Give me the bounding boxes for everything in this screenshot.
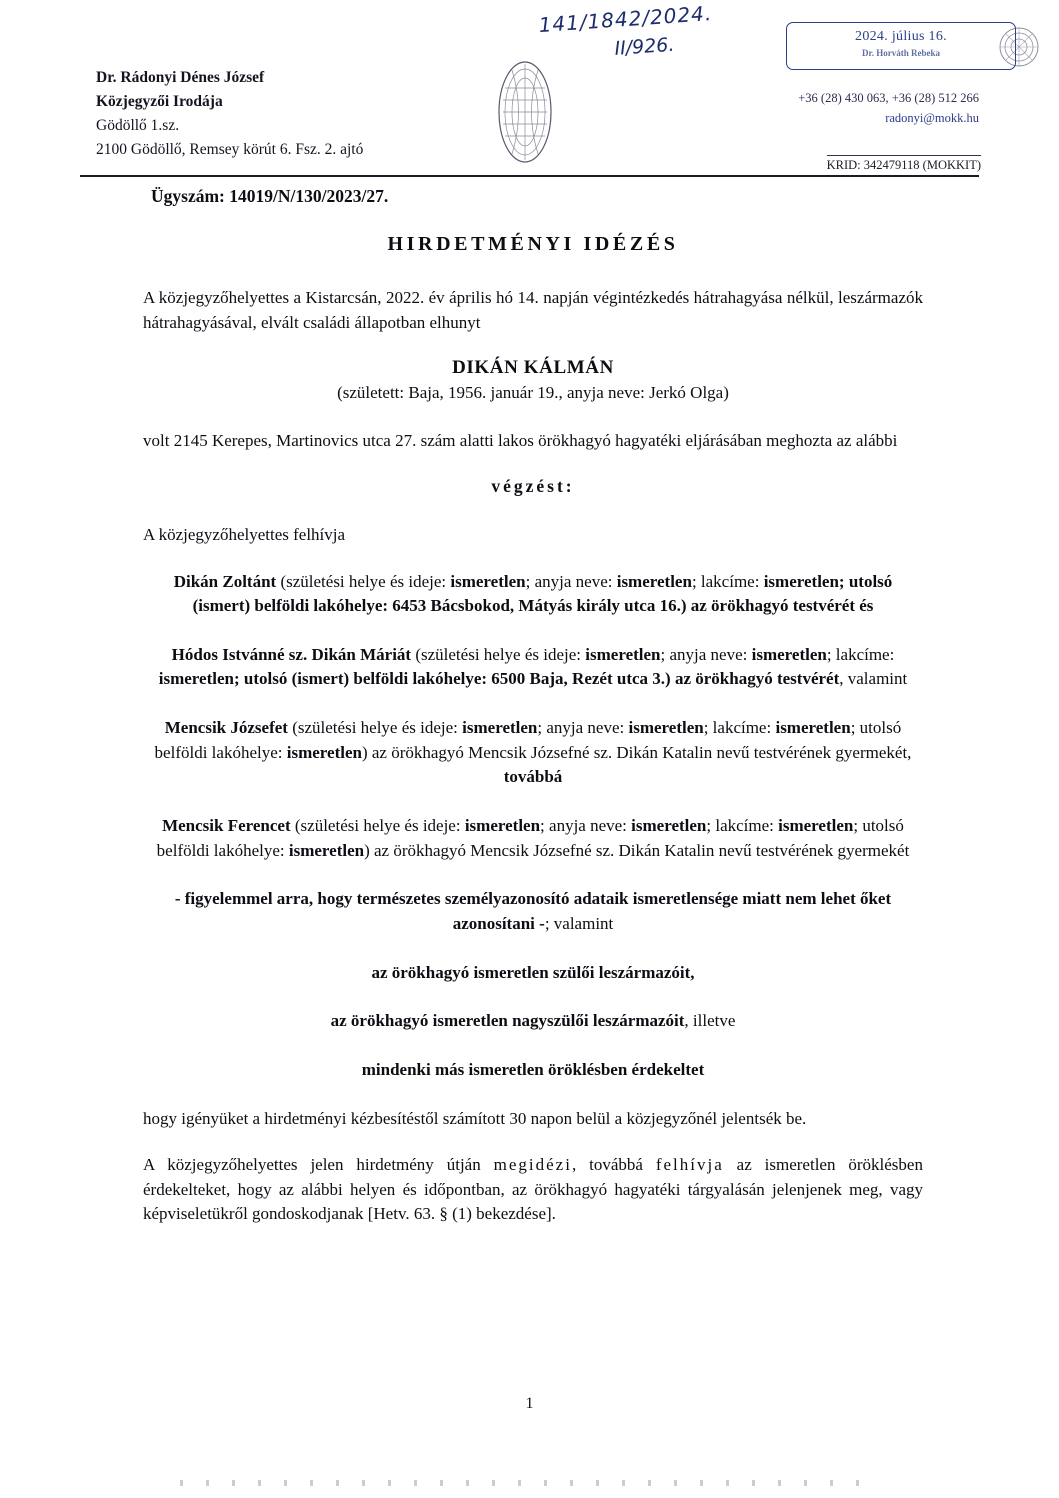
party-name: Hódos Istvánné sz. Dikán Máriát [171, 644, 412, 664]
party-value: ismeretlen [464, 816, 541, 836]
intro-paragraph: A közjegyzőhelyettes a Kistarcsán, 2022. év április hó 14. napján végintézkedés hátrahagyása nélkül, leszármazók hátrahagyásával, elvált családi állapotban elhunyt [143, 288, 923, 332]
final-emphasis-2: felhívja [655, 1155, 724, 1175]
party-text: ; lakcíme: [826, 644, 895, 664]
party-text: ; anyja neve: [537, 718, 629, 738]
party-entry [143, 716, 923, 790]
party-text: ; lakcíme: [706, 816, 779, 836]
final-emphasis-1: megidézi [493, 1155, 572, 1175]
identification-note [143, 887, 923, 936]
document-header [0, 0, 1059, 175]
heirs-line-2-bold: az örökhagyó ismeretlen nagyszülői leszármazóit [330, 1011, 685, 1031]
heirs-line-1: az örökhagyó ismeretlen szülői leszármazóit, [371, 962, 695, 982]
party-value: ismeretlen [778, 816, 854, 836]
final-text-1: A közjegyzőhelyettes jelen hirdetmény útján [143, 1155, 494, 1175]
final-paragraph [143, 1153, 923, 1227]
krid-label: KRID: 342479118 (MOKKIT) [827, 155, 981, 173]
claim-paragraph: hogy igényüket a hirdetményi kézbesítéstől számított 30 napon belül a közjegyzőnél jelentsék be. [143, 1108, 807, 1128]
deceased-details: (született: Baja, 1956. január 19., anyja neve: Jerkó Olga) [337, 383, 729, 403]
party-text: (születési helye és ideje: [411, 644, 586, 664]
page-title: HIRDETMÉNYI IDÉZÉS [387, 233, 679, 255]
party-text: ; anyja neve: [540, 816, 632, 836]
party-text: (születési helye és ideje: [287, 718, 463, 738]
party-suffix: továbbá [503, 767, 563, 787]
official-seal-icon [998, 26, 1040, 68]
party-name: Mencsik Ferencet [162, 816, 291, 836]
final-text-3: az ismeretlen öröklésben érdekelteket, hogy az alábbi helyen és időpontban, az örökhagyó hagyatéki tárgyalásán jelenjenek meg, vagy képviseletükről gondoskodjanak [Hetv. 63. § (1) bekezdése]. [143, 1155, 923, 1224]
heirs-line-2-suffix: , illetve [684, 1011, 736, 1031]
party-value: ismeretlen [751, 644, 827, 664]
handwritten-line-1: 141/1842/2024. [537, 1, 713, 38]
footer-scan-artifact [180, 1480, 880, 1486]
date-stamp [786, 22, 1016, 70]
party-value: ismeretlen; utolsó (ismert) belföldi lakóhelye: 6453 Bácsbokod, Mátyás király utca 16.) az örökhagyó testvérét és [192, 571, 893, 616]
party-text: ; lakcíme: [703, 718, 776, 738]
party-name: Mencsik Józsefet [164, 718, 288, 738]
party-text: (születési helye és ideje: [276, 571, 451, 591]
party-text: ; anyja neve: [525, 571, 617, 591]
notary-office-label: Közjegyzői Irodája [96, 93, 223, 111]
party-value: ismeretlen [616, 571, 692, 591]
party-value: ismeretlen [450, 571, 526, 591]
final-text-2: , továbbá [571, 1155, 656, 1175]
email-address[interactable]: radonyi@mokk.hu [885, 111, 979, 125]
identification-note-suffix: ; valamint [544, 913, 614, 933]
party-value: ismeretlen [585, 644, 661, 664]
stamp-signer-name: Dr. Horváth Rebeka [862, 48, 940, 58]
handwritten-line-2: II/926. [613, 33, 676, 60]
party-value: ismeretlen [775, 718, 851, 738]
party-text: ) az örökhagyó Mencsik Józsefné sz. Dikán Katalin nevű testvérének gyermekét, [361, 742, 912, 762]
order-word: végzést: [491, 475, 575, 496]
contact-block [679, 88, 979, 128]
page-number: 1 [525, 1395, 534, 1412]
residence-paragraph: volt 2145 Kerepes, Martinovics utca 27. szám alatti lakos örökhagyó hagyatéki eljárásában meghozta az alábbi [143, 431, 898, 451]
party-name: Dikán Zoltánt [173, 571, 277, 591]
deceased-name: DIKÁN KÁLMÁN [452, 357, 614, 379]
party-entry [143, 643, 923, 692]
party-value: ismeretlen; utolsó (ismert) belföldi lakóhelye: 6500 Baja, Rezét utca 3.) az örökhagyó testvérét [158, 669, 840, 689]
party-entry [143, 570, 923, 619]
notary-office-number: Gödöllő 1.sz. [96, 117, 180, 135]
party-text: ; utolsó belföldi lakóhelye: [156, 816, 904, 860]
party-text: (születési helye és ideje: [290, 816, 465, 836]
party-value: ismeretlen [628, 718, 704, 738]
identification-note-bold: - figyelemmel arra, hogy természetes személyazonosító adataik ismeretlensége miatt nem lehet őket azonosítani - [174, 889, 892, 933]
party-value: ismeretlen [288, 840, 365, 860]
heirs-line-2 [143, 1009, 923, 1034]
case-number: Ügyszám: 14019/N/130/2023/27. [151, 186, 389, 206]
party-text: ; anyja neve: [660, 644, 752, 664]
party-value: ismeretlen [631, 816, 707, 836]
party-text: , valamint [839, 669, 908, 689]
document-body [143, 186, 923, 1249]
notary-name: Dr. Rádonyi Dénes József [96, 69, 265, 86]
calls-line: A közjegyzőhelyettes felhívja [143, 524, 346, 544]
party-text: ; utolsó belföldi lakóhelye: [154, 718, 902, 762]
party-value: ismeretlen [286, 742, 362, 762]
stamp-date: 2024. július 16. [855, 29, 947, 44]
notary-address: 2100 Gödöllő, Remsey körút 6. Fsz. 2. ajtó [96, 141, 364, 159]
phone-numbers: +36 (28) 430 063, +36 (28) 512 266 [798, 91, 979, 105]
party-entry [143, 814, 923, 863]
notary-office-block [96, 66, 476, 162]
handwritten-annotation [538, 0, 802, 83]
party-value: ismeretlen [462, 718, 538, 738]
party-text: ) az örökhagyó Mencsik Józsefné sz. Dikán Katalin nevű testvérének gyermekét [364, 840, 910, 860]
party-text: ; lakcíme: [691, 571, 764, 591]
header-divider [80, 175, 979, 177]
heirs-line-3: mindenki más ismeretlen öröklésben érdekeltet [361, 1059, 705, 1079]
